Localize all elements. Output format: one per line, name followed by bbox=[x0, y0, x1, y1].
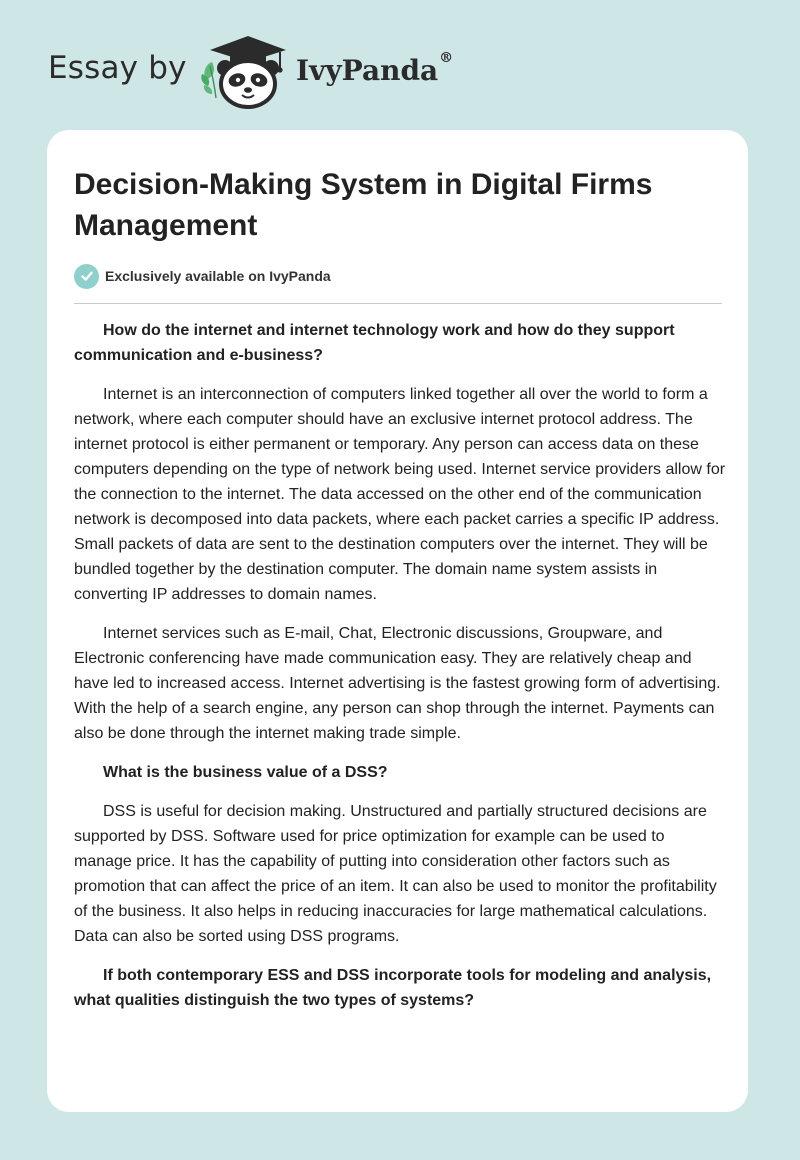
question-heading: If both contemporary ESS and DSS incorporate tools for modeling and analysis, what qualities distinguish the two types of systems? bbox=[74, 967, 712, 1009]
exclusive-badge-label: Exclusively available on IvyPanda bbox=[105, 268, 331, 284]
exclusive-badge bbox=[74, 263, 331, 289]
question-heading: What is the business value of a DSS? bbox=[103, 764, 388, 781]
essay-by-label: Essay by bbox=[48, 50, 187, 86]
registered-mark: ® bbox=[439, 50, 454, 66]
site-header bbox=[48, 34, 748, 114]
article-body bbox=[74, 318, 726, 1027]
body-paragraph: Internet is an interconnection of computers linked together all over the world to form a network, where each computer should have an exclusive internet protocol address. The internet protocol is either permanent or temporary. Any person can access data on these computers depending on the type of network being used. Internet service providers allow for the connection to the internet. The data accessed on the other end of the communication network is decomposed into data packets, where each packet carries a specific IP address. Small packets of data are sent to the destination computers over the internet. They will be bundled together by the destination computer. The domain name system assists in converting IP addresses to domain names. bbox=[74, 386, 726, 603]
brand-name bbox=[296, 50, 454, 87]
question-heading: How do the internet and internet technology work and how do they support communication and e-business? bbox=[74, 322, 675, 364]
body-paragraph: Internet services such as E-mail, Chat, Electronic discussions, Groupware, and Electronic conferencing have made communication easy. They are relatively cheap and have led to increased access. Internet advertising is the fastest growing form of advertising. With the help of a search engine, any person can shop through the internet. Payments can also be done through the internet making trade simple. bbox=[74, 625, 721, 742]
divider bbox=[74, 303, 722, 304]
body-paragraph: DSS is useful for decision making. Unstructured and partially structured decisions are supported by DSS. Software used for price optimization for example can be used to manage price. It has the capability of putting into consideration other factors such as promotion that can affect the price of an item. It can also be used to monitor the profitability of the business. It also helps in reducing inaccuracies for large mathematical calculations. Data can also be sorted using DSS programs. bbox=[74, 803, 717, 945]
panda-graduate-logo-icon bbox=[200, 34, 296, 110]
article-card bbox=[47, 130, 748, 1112]
brand-text: IvyPanda bbox=[296, 54, 439, 87]
checkmark-icon bbox=[74, 264, 99, 289]
page-title: Decision-Making System in Digital Firms Management bbox=[74, 168, 653, 242]
